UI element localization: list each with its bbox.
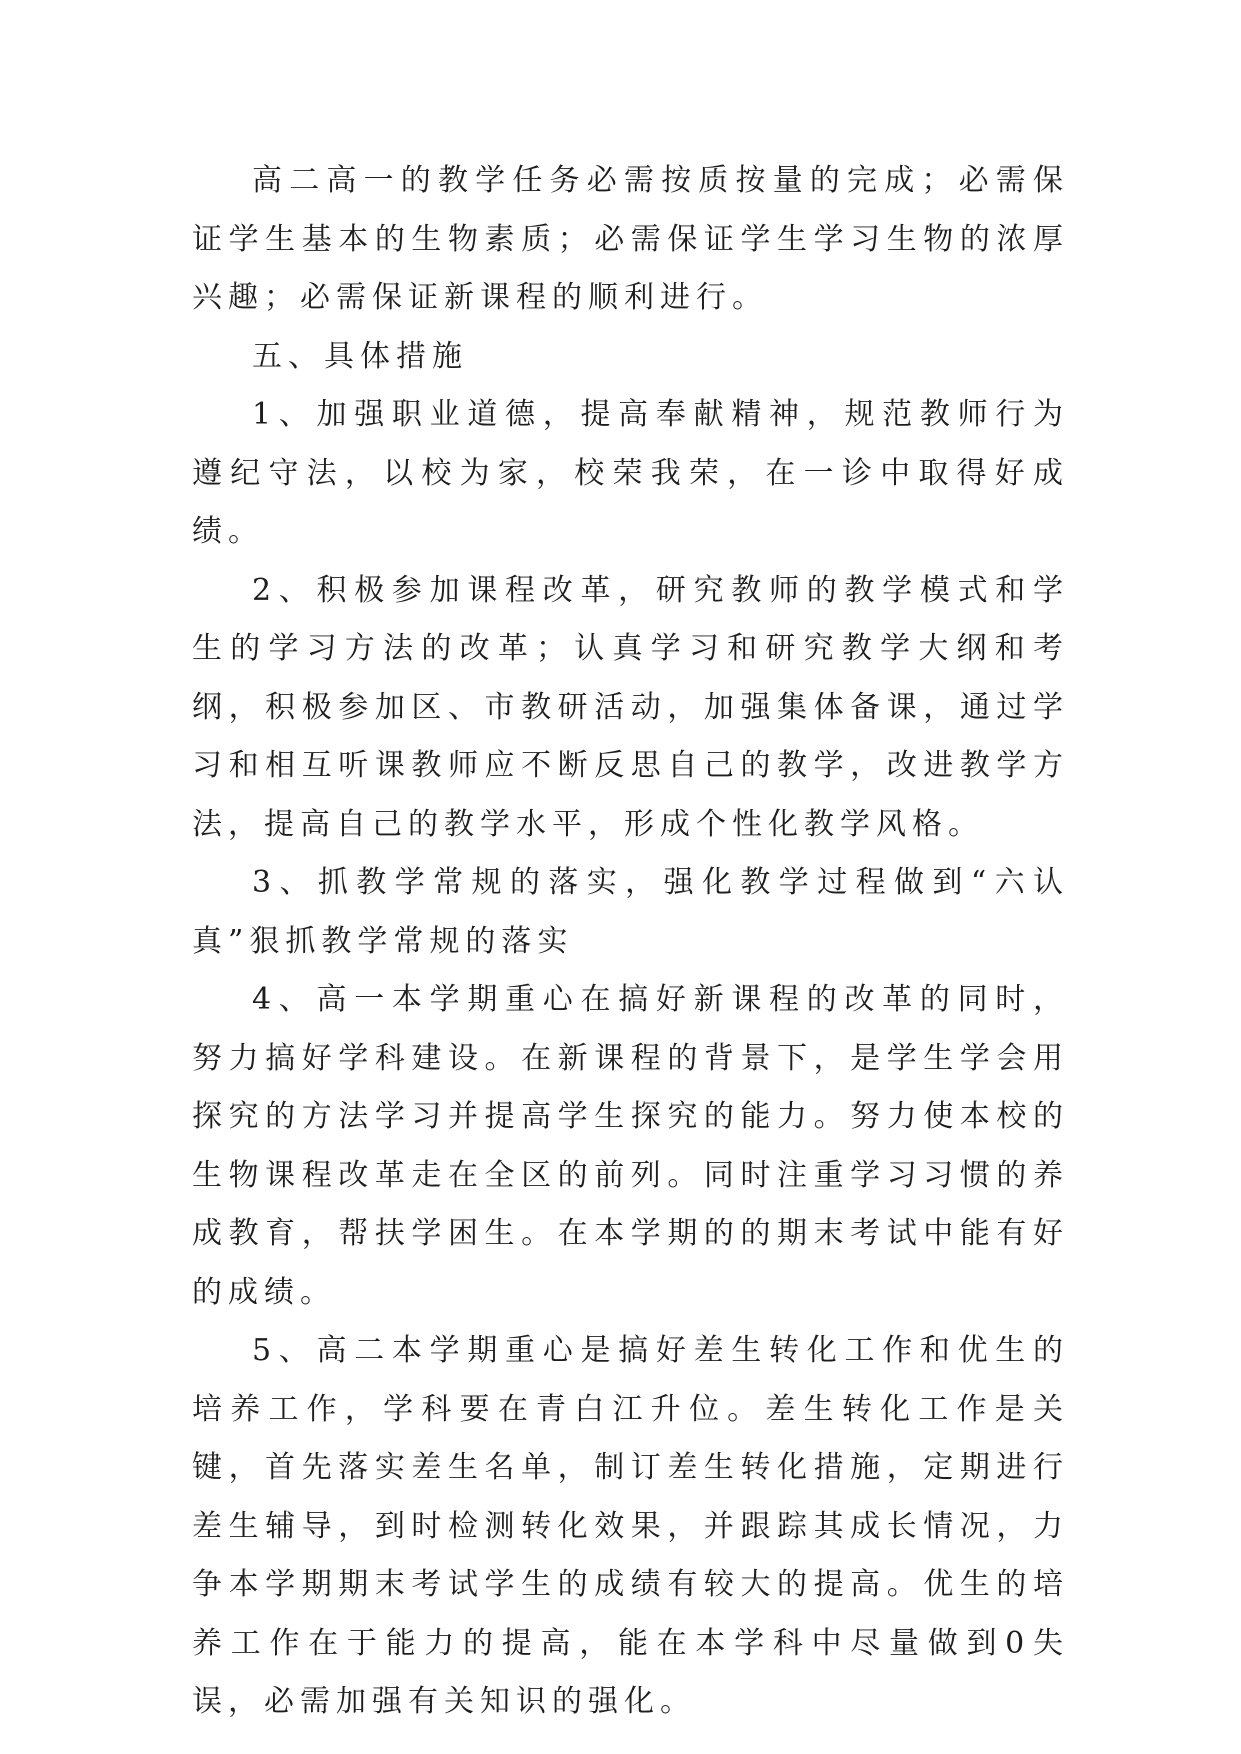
paragraph-measure-2: 2、积极参加课程改革，研究教师的教学模式和学生的学习方法的改革；认真学习和研究教学大纲和考纲，积极参加区、市教研活动，加强集体备课，通过学习和相互听课教师应不断反思自己的教学，改进教学方法，提高自己的教学水平，形成个性化教学风格。	[192, 572, 1069, 842]
paragraph-measure-5: 5、高二本学期重心是搞好差生转化工作和优生的培养工作，学科要在青白江升位。差生转化工作是关键，首先落实差生名单，制订差生转化措施，定期进行差生辅导，到时检测转化效果，并跟踪其成长情况，力争本学期期末考试学生的成绩有较大的提高。优生的培养工作在于能力的提高，能在本学科中尽量做到0失误，必需加强有关知识的强化。	[192, 1333, 1069, 1719]
paragraph-goals: 高二高一的教学任务必需按质按量的完成；必需保证学生基本的生物素质；必需保证学生学习生物的浓厚兴趣；必需保证新课程的顺利进行。	[192, 163, 1069, 315]
paragraph-measure-3: 3、抓教学常规的落实，强化教学过程做到“六认真”狠抓教学常规的落实	[192, 865, 1069, 959]
document-body	[192, 152, 1069, 1732]
paragraph-measure-4: 4、高一本学期重心在搞好新课程的改革的同时，努力搞好学科建设。在新课程的背景下，是学生学会用探究的方法学习并提高学生探究的能力。努力使本校的生物课程改革走在全区的前列。同时注重学习习惯的养成教育，帮扶学困生。在本学期的的期末考试中能有好的成绩。	[192, 982, 1069, 1310]
section-heading-measures: 五、具体措施	[252, 338, 468, 374]
paragraph-measure-1: 1、加强职业道德，提高奉献精神，规范教师行为遵纪守法，以校为家，校荣我荣，在一诊中取得好成绩。	[192, 397, 1069, 549]
